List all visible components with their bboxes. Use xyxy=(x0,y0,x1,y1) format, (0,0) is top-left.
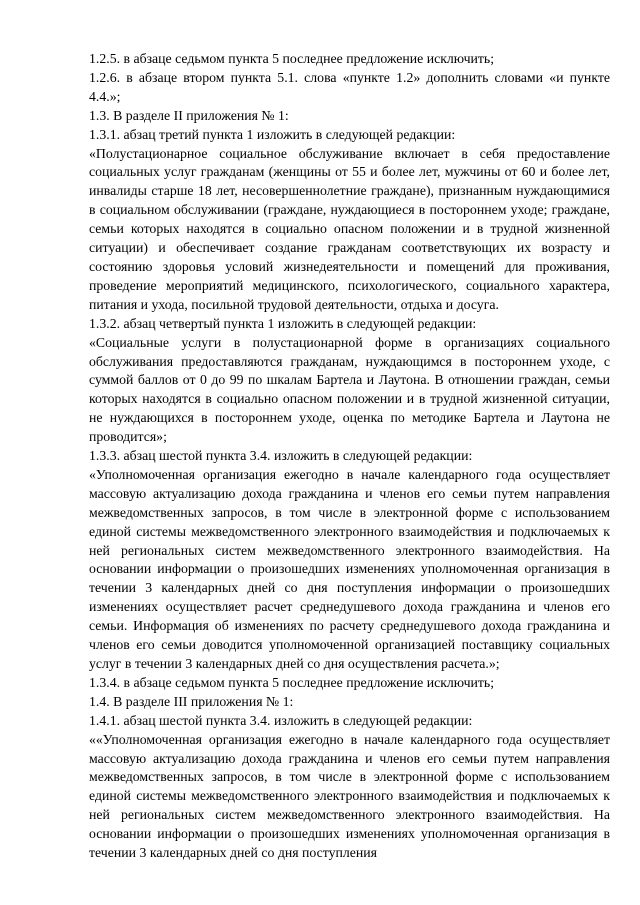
paragraph-quote-upolnomochennaya-2: ««Уполномоченная организация ежегодно в начале календарного года осуществляет массовую актуализацию дохода гражданина и членов его семьи путем направления межведомственных запросов, в том числе в электронной форме с использованием единой системы межведомственного электронного взаимодействия и подключаемых к ней региональных систем межведомственного электронного взаимодействия. На основании информации о произошедших изменениях уполномоченная организация в течении 3 календарных дней со дня поступления xyxy=(89,731,610,861)
paragraph-1-2-6: 1.2.6. в абзаце втором пункта 5.1. слова «пункте 1.2» дополнить словами «и пункте 4.4.»; xyxy=(89,69,610,104)
paragraph-1-3-3: 1.3.3. абзац шестой пункта 3.4. изложить в следующей редакции: xyxy=(89,448,473,464)
paragraph-1-3-4: 1.3.4. в абзаце седьмом пункта 5 последнее предложение исключить; xyxy=(89,674,495,690)
paragraph-1-3: 1.3. В разделе II приложения № 1: xyxy=(89,107,289,123)
paragraph-quote-polustatsionarnoe: «Полустационарное социальное обслуживание включает в себя предоставление социальных услуг гражданам (женщины от 55 и более лет, мужчины от 60 и более лет, инвалиды старше 18 лет, несовершеннолетние граждане), признанным нуждающимися в социальном обслуживании (граждане, нуждающиеся в постороннем уходе; граждане, семьи которых находятся в социально опасном положении и в трудной жизненной ситуации) и обеспечивает создание гражданам соответствующих их возрасту и состоянию здоровья условий жизнедеятельности и помещений для проживания, проведение мероприятий медицинского, психологического, социального характера, питания и ухода, посильной трудовой деятельности, отдыха и досуга. xyxy=(89,145,610,312)
paragraph-quote-upolnomochennaya-1: «Уполномоченная организация ежегодно в начале календарного года осуществляет массовую актуализацию дохода гражданина и членов его семьи путем направления межведомственных запросов, в том числе в электронной форме с использованием единой системы межведомственного электронного взаимодействия и подключаемых к ней региональных систем межведомственного электронного взаимодействия. На основании информации о произошедших изменениях уполномоченная организация в течении 3 календарных дней со дня поступления информации о произошедших изменениях осуществляет расчет среднедушевого дохода гражданина и членов его семьи. Информация об изменениях по расчету среднедушевого дохода гражданина и членов его семьи доводится уполномоченной организацией поставщику социальных услуг в течении 3 календарных дней со дня осуществления расчета.»; xyxy=(89,466,610,671)
paragraph-quote-sotsialnye-uslugi: «Социальные услуги в полустационарной форме в организациях социального обслуживания предоставляются гражданам, нуждающимся в постороннем уходе, с суммой баллов от 0 до 99 по шкалам Бартела и Лаутона. В отношении граждан, семьи которых находятся в социально опасном положении и в трудной жизненной ситуации, не нуждающихся в постороннем уходе, оценка по методике Бартела и Лаутона не проводится»; xyxy=(89,334,610,445)
paragraph-1-4-1: 1.4.1. абзац шестой пункта 3.4. изложить в следующей редакции: xyxy=(89,712,473,728)
paragraph-1-4: 1.4. В разделе III приложения № 1: xyxy=(89,693,294,709)
paragraph-1-3-2: 1.3.2. абзац четвертый пункта 1 изложить в следующей редакции: xyxy=(89,315,477,331)
paragraph-1-3-1: 1.3.1. абзац третий пункта 1 изложить в следующей редакции: xyxy=(89,126,456,142)
paragraph-1-2-5: 1.2.5. в абзаце седьмом пункта 5 последнее предложение исключить; xyxy=(89,51,495,66)
